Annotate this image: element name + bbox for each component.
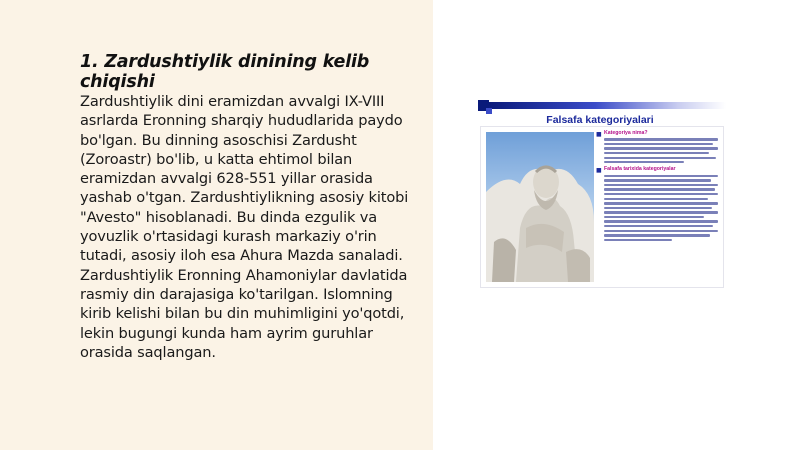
bullet-marker-icon: ■: [596, 131, 602, 138]
slide-bullet-heading: Kategoriya nima?: [604, 130, 648, 136]
statue-illustration: [486, 132, 594, 282]
statue-photo: [486, 132, 594, 282]
slide-text-block: [596, 130, 718, 280]
bullet-marker-icon: ■: [596, 167, 602, 175]
page-title: 1. Zardushtiylik dinining kelib chiqishi: [80, 52, 370, 92]
slide-bullet: [596, 130, 718, 163]
body-paragraph: Zardushtiylik dini eramizdan avvalgi IX-VIII asrlarda Eronning sharqiy hududlarida paydo bo'lgan. Bu dinning asoschisi Zardusht (Zoroastr) bo'lib, u katta ehtimol bilan eramizdan avvalgi 628-551 yillar orasida yashab o'tgan. Zardushtiylikning asosiy kitobi "Avesto" hisoblanadi. Bu dinda ezgulik va yovuzlik o'rtasidagi kurash markaziy o'rin tutadi, asosiy iloh esa Ahura Mazda sanaladi. Zardushtiylik Eronning Ahamoniylar davlatida rasmiy din darajasiga ko'tarilgan. Islomning kirib kelishi bilan bu din muhimligini yo'qotdi, lekin bugungi kunda ham ayrim guruhlar orasida saqlangan.: [80, 93, 409, 361]
slide-bullet-heading: Falsafa tarixida kategoriyalar: [604, 166, 676, 173]
slide-picture: [474, 96, 726, 292]
slide-header-bar: [488, 102, 726, 109]
slide-title: Falsafa kategoriyalari: [546, 114, 654, 126]
slide-bullet: [596, 166, 718, 241]
